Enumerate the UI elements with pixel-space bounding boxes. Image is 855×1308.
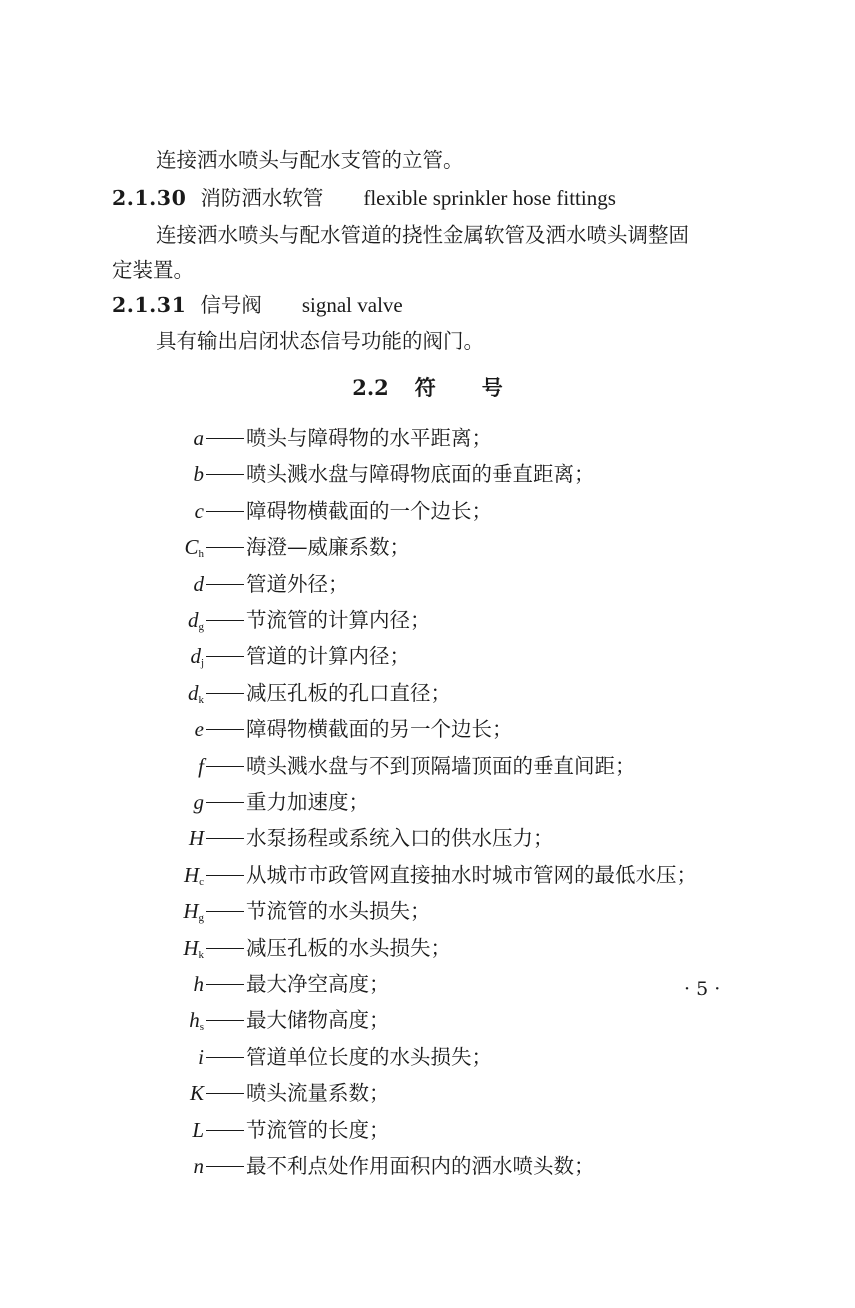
symbol-description: 水泵扬程或系统入口的供水压力； — [246, 826, 554, 851]
symbol-letter: d — [188, 608, 199, 632]
dash-separator — [206, 802, 244, 803]
dash-separator — [206, 656, 244, 657]
symbol-row — [100, 1151, 840, 1181]
dash-separator — [206, 693, 244, 694]
symbol — [183, 896, 204, 933]
symbol-description: 最大净空高度； — [246, 972, 390, 996]
symbol-row — [100, 496, 840, 526]
dash-separator — [206, 511, 244, 512]
dash-separator — [206, 438, 244, 439]
symbol — [195, 496, 204, 526]
symbol-description: 管道的计算内径； — [246, 644, 410, 669]
dash-separator — [206, 729, 244, 730]
symbol-subscript: g — [198, 621, 204, 633]
symbol-description: 减压孔板的孔口直径； — [246, 680, 451, 705]
symbol-row — [100, 751, 840, 781]
dash-separator — [206, 875, 244, 876]
symbol-subscript: k — [198, 948, 204, 961]
symbol-letter: a — [193, 426, 204, 450]
symbol-description: 喷头流量系数； — [246, 1081, 390, 1106]
definition-line: 定装置。 — [112, 258, 194, 282]
clause-2-1-30 — [112, 184, 616, 212]
symbol-letter: H — [183, 899, 199, 924]
symbol-letter: c — [194, 498, 204, 523]
symbol-letter: H — [183, 862, 200, 887]
symbol-letter: n — [193, 1154, 204, 1178]
symbol — [194, 423, 205, 453]
symbol-row — [100, 1042, 840, 1072]
symbol — [194, 787, 205, 817]
symbol — [194, 1151, 205, 1181]
symbol-row — [100, 605, 840, 635]
symbol — [198, 1042, 204, 1072]
term-english: signal valve — [301, 293, 403, 317]
symbol — [184, 860, 204, 897]
symbol-row — [100, 896, 840, 926]
symbol-description: 管道单位长度的水头损失； — [246, 1044, 492, 1069]
dash-separator — [206, 1130, 244, 1131]
symbol-row — [100, 1115, 840, 1145]
dash-separator — [206, 584, 244, 585]
symbol-row — [100, 423, 840, 453]
dash-separator — [206, 838, 244, 839]
symbol-letter: h — [189, 1008, 200, 1033]
symbol-subscript: c — [199, 875, 204, 888]
dash-separator — [206, 766, 244, 767]
page-number: · 5 · — [684, 978, 721, 1000]
term-english: flexible sprinkler hose fittings — [363, 186, 616, 210]
dash-separator — [206, 948, 244, 949]
symbol-description: 减压孔板的水头损失； — [246, 935, 451, 960]
clause-2-1-31 — [112, 291, 403, 319]
symbol-subscript: h — [198, 548, 204, 561]
symbol-row — [100, 823, 840, 853]
symbol-row — [100, 860, 840, 890]
clause-number: 2.1.31 — [112, 293, 187, 317]
symbol-row — [100, 459, 840, 489]
symbol-letter: L — [192, 1117, 204, 1142]
symbol-letter: h — [193, 972, 204, 996]
symbol-row — [100, 933, 840, 963]
symbol — [188, 605, 204, 642]
symbol-description: 从城市市政管网直接抽水时城市管网的最低水压； — [246, 862, 697, 887]
symbol-letter: g — [193, 790, 204, 814]
dash-separator — [206, 474, 244, 475]
symbol — [189, 823, 204, 853]
symbol — [190, 641, 204, 678]
symbol-description: 最大储物高度； — [246, 1008, 390, 1033]
symbol — [189, 1005, 204, 1042]
symbol-description: 障碍物横截面的另一个边长； — [246, 717, 513, 742]
symbol-subscript: s — [199, 1021, 204, 1034]
symbol-letter: d — [188, 680, 199, 705]
dash-separator — [206, 620, 244, 621]
symbol-description: 节流管的水头损失； — [246, 899, 431, 924]
symbol-row — [100, 532, 840, 562]
symbol-letter: e — [194, 717, 204, 742]
symbol-row — [100, 969, 840, 999]
symbol-row — [100, 641, 840, 671]
definition-line: 具有输出启闭状态信号功能的阀门。 — [156, 329, 484, 353]
symbol-description: 节流管的计算内径； — [246, 608, 431, 632]
symbol — [188, 678, 204, 715]
symbol-description: 管道外径； — [246, 571, 349, 596]
symbol-subscript: k — [198, 693, 204, 706]
symbol-letter: d — [190, 644, 201, 669]
symbol — [198, 751, 204, 781]
symbol-subscript: g — [198, 912, 204, 925]
symbol-description: 喷头溅水盘与障碍物底面的垂直距离； — [246, 462, 595, 487]
section-title: 符号 — [414, 375, 549, 400]
dash-separator — [206, 911, 244, 912]
symbol-description: 喷头溅水盘与不到顶隔墙顶面的垂直间距； — [246, 753, 636, 778]
dash-separator — [206, 1057, 244, 1058]
symbol-letter: C — [184, 535, 199, 560]
symbol-letter: K — [189, 1081, 204, 1106]
symbol-description: 最不利点处作用面积内的洒水喷头数； — [246, 1154, 595, 1178]
symbol-description: 海澄—威廉系数； — [246, 535, 410, 560]
symbol-row — [100, 569, 840, 599]
dash-separator — [206, 1093, 244, 1094]
paragraph-line: 连接洒水喷头与配水支管的立管。 — [156, 148, 464, 172]
symbol-letter: f — [198, 753, 204, 778]
dash-separator — [206, 984, 244, 985]
symbol-subscript: j — [200, 657, 204, 670]
symbol-description: 重力加速度； — [246, 790, 369, 814]
symbol — [184, 532, 204, 569]
dash-separator — [206, 547, 244, 548]
term-chinese: 信号阀 — [200, 293, 262, 317]
symbol-row — [100, 787, 840, 817]
symbol — [194, 969, 205, 999]
symbol-description: 障碍物横截面的一个边长； — [246, 498, 492, 523]
symbol-letter: i — [198, 1044, 204, 1069]
symbol-description: 喷头与障碍物的水平距离； — [246, 426, 492, 450]
symbol — [183, 933, 204, 970]
dash-separator — [206, 1166, 244, 1167]
symbol — [195, 714, 204, 744]
symbol — [190, 1078, 204, 1108]
section-heading — [0, 373, 855, 403]
symbol-description: 节流管的长度； — [246, 1117, 390, 1142]
symbol — [194, 459, 205, 489]
term-chinese: 消防洒水软管 — [200, 186, 324, 210]
symbol-row — [100, 714, 840, 744]
definition-line: 连接洒水喷头与配水管道的挠性金属软管及洒水喷头调整固 — [156, 223, 689, 247]
symbol-row — [100, 1078, 840, 1108]
symbol-row — [100, 1005, 840, 1035]
symbol-letter: H — [183, 935, 199, 960]
dash-separator — [206, 1020, 244, 1021]
symbol-row — [100, 678, 840, 708]
symbol — [194, 569, 205, 599]
section-number: 2.2 — [352, 375, 389, 400]
symbol-letter: H — [188, 826, 204, 851]
symbol-letter: d — [193, 571, 204, 596]
clause-number: 2.1.30 — [112, 186, 187, 210]
symbol-letter: b — [193, 462, 204, 487]
symbol — [192, 1115, 204, 1145]
